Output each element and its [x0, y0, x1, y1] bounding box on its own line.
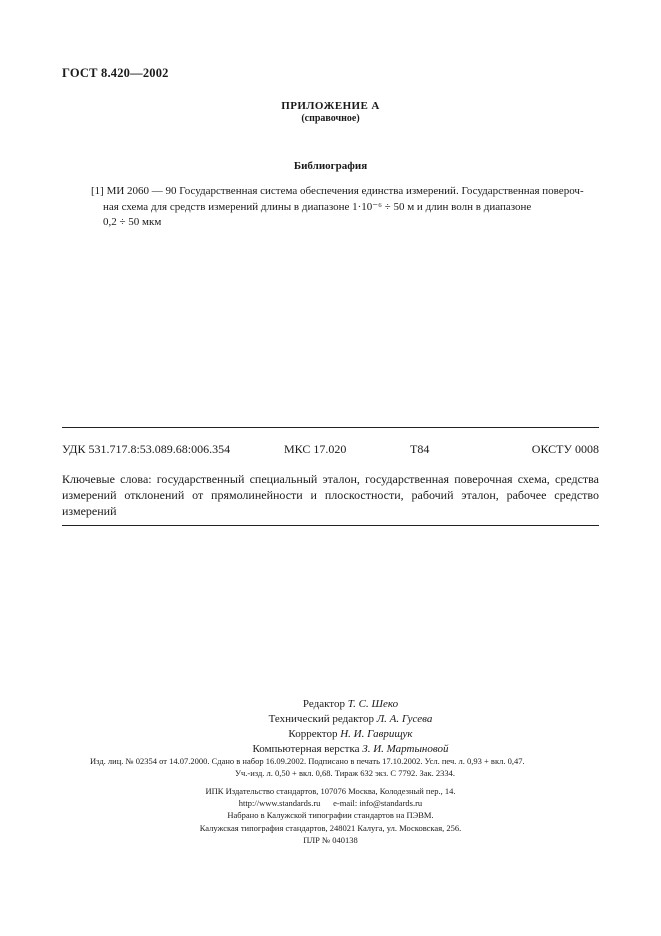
bibliography-title: Библиография — [293, 160, 368, 172]
publication-line: Уч.-изд. л. 0,50 + вкл. 0,68. Тираж 632 экз. С 7792. Зак. 2334. — [234, 768, 456, 778]
publication-info — [90, 755, 600, 779]
bibliography-entry-line: 0,2 ÷ 50 мкм — [103, 216, 162, 228]
publication-line: Изд. лиц. № 02354 от 14.07.2000. Сдано в набор 16.09.2002. Подписано в печать 17.10.2002. Усл. печ. л. 0,93 + вкл. 0,47. — [90, 756, 525, 766]
udk-code: УДК 531.717.8:53.089.68:006.354 — [62, 442, 231, 456]
bibliography-entry — [91, 184, 598, 231]
mks-code: МКС 17.020 — [284, 442, 347, 456]
credit-editor — [0, 697, 661, 712]
keywords: Ключевые слова: государственный специальный эталон, государственная поверочная схема, средства измерений отклонений от прямолинейности и плоскостности, рабочий эталон, рабочее средство измерений — [62, 472, 599, 518]
credit-role: Редактор — [302, 698, 345, 710]
bibliography-entry-line: [1] МИ 2060 — 90 Государственная система обеспечения единства измерений. Государственная повероч- — [91, 185, 584, 197]
imprint-line: http://www.standards.ru e-mail: info@standards.ru — [238, 798, 423, 809]
okstu-code: ОКСТУ 0008 — [531, 442, 599, 456]
credit-role: Технический редактор — [268, 713, 374, 725]
imprint-line: ИПК Издательство стандартов, 107076 Москва, Колодезный пер., 14. — [205, 786, 456, 796]
imprint — [0, 785, 661, 846]
credit-name: Н. И. Гаврищук — [340, 728, 413, 740]
appendix-subtitle: (справочное) — [301, 113, 360, 124]
credit-name: Т. С. Шеко — [347, 698, 399, 710]
credit-name: З. И. Мартыновой — [362, 743, 449, 755]
credit-corrector — [0, 727, 661, 742]
imprint-line: ПЛР № 040138 — [303, 834, 358, 845]
credit-role: Компьютерная верстка — [252, 743, 360, 755]
imprint-line: Набрано в Калужской типографии стандартов на ПЭВМ. — [227, 810, 434, 821]
t-code: Т84 — [410, 442, 430, 456]
imprint-line: Калужская типография стандартов, 248021 Калуга, ул. Московская, 256. — [199, 822, 462, 833]
divider-top — [62, 427, 599, 428]
appendix-title: ПРИЛОЖЕНИЕ А — [281, 100, 380, 112]
standard-number: ГОСТ 8.420—2002 — [62, 66, 169, 80]
bibliography-entry-line: ная схема для средств измерений длины в диапазоне 1·10⁻⁶ ÷ 50 м и длин волн в диапазоне — [103, 200, 532, 213]
credit-name: Л. А. Гусева — [376, 713, 433, 725]
credits — [0, 697, 661, 757]
divider-bottom — [62, 525, 599, 526]
credit-role: Корректор — [288, 728, 338, 740]
credit-tech-editor — [0, 712, 661, 727]
